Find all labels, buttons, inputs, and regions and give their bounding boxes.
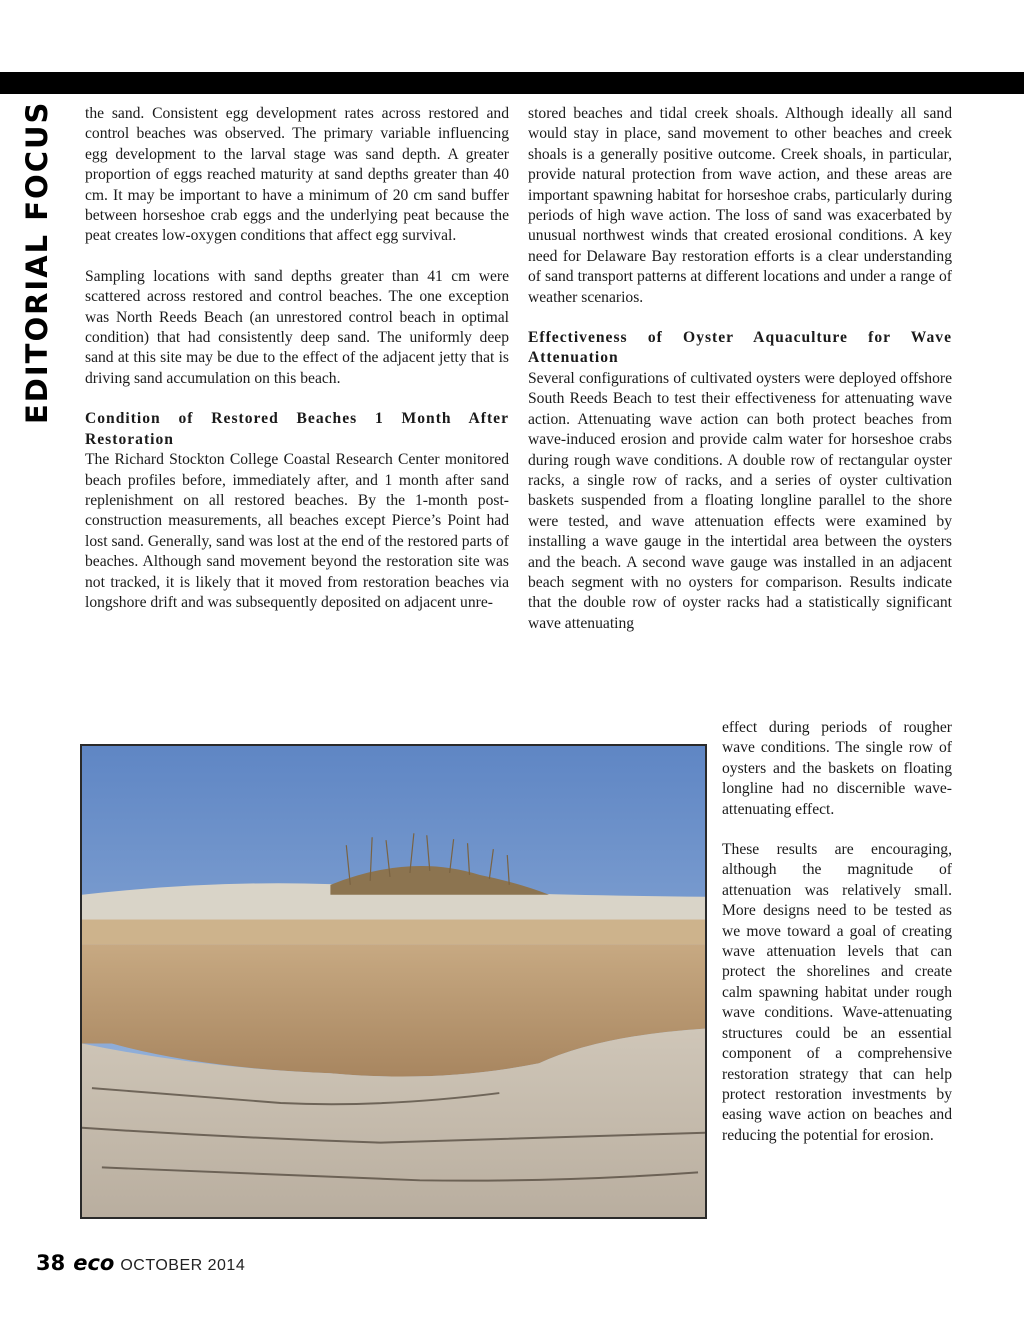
header-block: [0, 72, 36, 94]
body-paragraph: stored beaches and tidal creek shoals. Although ideally all sand would stay in place, sand movement to other beaches and creek shoals is a generally positive outcome. Creek shoals, in particular, provide natural protection from wave action, and these areas are important spawning habitat for horseshoe crabs, particularly during periods of high wave action. The loss of sand was exacerbated by unusual northwest winds that created erosional conditions. A key need for Delaware Bay restoration efforts is a clear understanding of sand transport patterns at different locations and under a range of weather scenarios.: [528, 105, 952, 306]
body-paragraph: effect during periods of rougher wave conditions. The single row of oysters and the baskets on floating longline had no discernible wave-attenuating effect.: [722, 719, 952, 818]
section-label: EDITORIAL FOCUS: [20, 95, 54, 430]
body-paragraph: Sampling locations with sand depths greater than 41 cm were scattered across restored and control beaches. The one exception was North Reeds Beach (an unrestored control beach in optimal condition) that had consistently deep sand. The uniformly deep sand at this site may be due to the effect of the adjacent jetty that is driving sand accumulation on this beach.: [85, 267, 509, 387]
section-heading: Condition of Restored Beaches 1 Month After Restoration: [85, 410, 509, 448]
right-column: [528, 104, 952, 634]
issue-date: OCTOBER 2014: [120, 1257, 246, 1274]
left-column: [85, 104, 509, 613]
article-section: [528, 328, 952, 634]
header-rule: [0, 72, 1024, 94]
page-footer: [36, 1251, 245, 1275]
beach-photo: [80, 744, 707, 1219]
body-paragraph: the sand. Consistent egg development rates across restored and control beaches was observed. The primary variable influencing egg development to the larval stage was sand depth. A greater proportion of eggs reached maturity at sand depths greater than 40 cm. It may be important to have a minimum of 20 cm sand buffer between horseshoe crab eggs and the underlying peat because the peat creates low-oxygen conditions that affect egg survival.: [85, 105, 509, 245]
beach-photo-image: [82, 746, 705, 1217]
page-number: 38: [36, 1251, 66, 1275]
body-paragraph: These results are encouraging, although the magnitude of attenuation was relatively small. More designs need to be tested as we move toward a goal of creating wave attenuation levels that can protect the shorelines and create calm spawning habitat under rough wave conditions. Wave-attenuating structures could be an essential component of a comprehensive restoration strategy that can help protect restoration investments by easing wave action on beaches and reducing the potential for erosion.: [722, 841, 952, 1144]
narrow-column: [722, 718, 952, 1146]
body-paragraph: The Richard Stockton College Coastal Research Center monitored beach profiles before, immediately after, and 1 month after sand replenishment on all restored beaches. By the 1-month post-construction measurements, all beaches except Pierce’s Point had lost sand. Generally, sand was lost at the end of the restored parts of beaches. Although sand movement beyond the restoration site was not tracked, it is likely that it moved from restoration beaches via longshore drift and was subsequently deposited on adjacent unre-: [85, 451, 509, 611]
section-heading: Effectiveness of Oyster Aquaculture for Wave Attenuation: [528, 329, 952, 367]
article-section: [85, 409, 509, 613]
body-paragraph: Several configurations of cultivated oysters were deployed offshore South Reeds Beach to test their effectiveness for attenuating wave action. Attenuating wave action can both protect beaches from wave-induced erosion and provide calm water for horseshoe crabs during rough wave conditions. A double row of rectangular oyster racks, a single row of racks, and a series of oyster cultivation baskets suspended from a floating longline parallel to the shore were tested, and wave attenuation effects were examined by installing a wave gauge in the intertidal area between the oysters and the beach. A second wave gauge was installed in an adjacent beach segment with no oysters for comparison. Results indicate that the double row of oyster racks had a statistically significant wave attenuating: [528, 369, 952, 632]
magazine-name: eco: [73, 1251, 115, 1275]
